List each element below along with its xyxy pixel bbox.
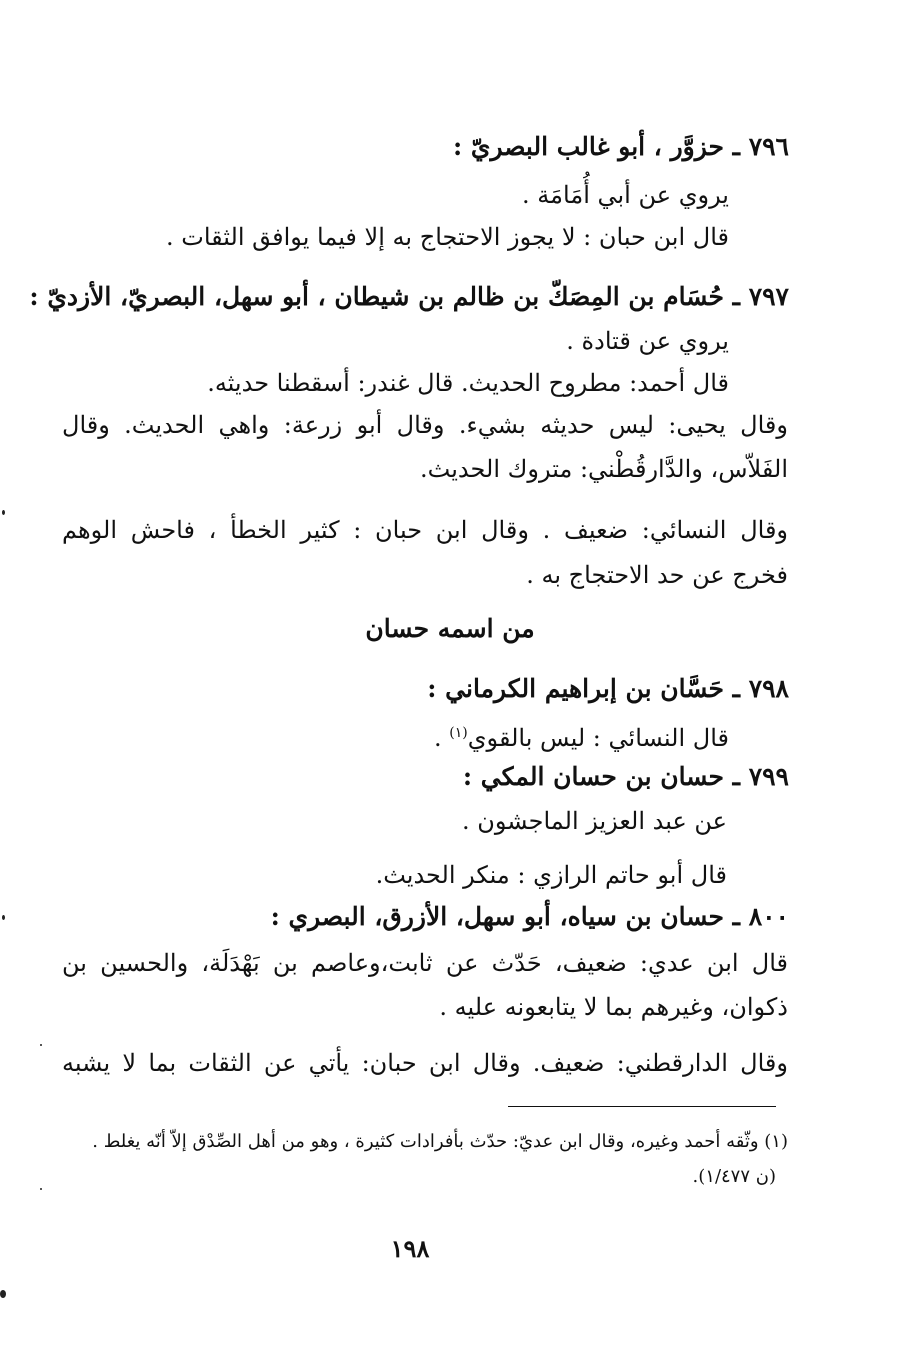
entry-797-line-1: يروي عن قتادة . [566, 327, 729, 355]
entry-796-heading: ٧٩٦ ـ حزوَّر ، أبو غالب البصريّ : [452, 132, 789, 161]
entry-799-line-2: قال أبو حاتم الرازي : منكر الحديث. [375, 861, 727, 889]
section-title: من اسمه حسان [365, 614, 535, 643]
scan-speck [40, 1188, 42, 1190]
entry-800-line-1: قال ابن عدي: ضعيف، حَدّث عن ثابت،وعاصم بن بَهْدَلَة، والحسين بن [62, 949, 788, 977]
entry-797-line-4: الفَلاّس، والدَّارقُطْني: متروك الحديث. [420, 455, 788, 483]
entry-797-line-3: وقال يحيى: ليس حديثه بشيء. وقال أبو زرعة: واهي الحديث. وقال [62, 411, 788, 439]
entry-799-heading: ٧٩٩ ـ حسان بن حسان المكي : [462, 762, 789, 791]
page-number: ١٩٨ [390, 1234, 430, 1263]
scan-speck [40, 1044, 42, 1046]
entry-797-line-2: قال أحمد: مطروح الحديث. قال غندر: أسقطنا حديثه. [207, 369, 729, 397]
footnote-line-1: (١) وثّقه أحمد وغيره، وقال ابن عديّ: حدّث بأفرادات كثيرة ، وهو من أهل الصِّدْق إلاّ أنّه يغلط . [92, 1131, 788, 1152]
entry-798-text: قال النسائي : ليس بالقوي [467, 724, 729, 752]
entry-796-line-1: يروي عن أبي أُمَامَة . [522, 181, 729, 209]
entry-800-heading: ٨٠٠ ـ حسان بن سياه، أبو سهل، الأزرق، البصري : [270, 902, 789, 931]
scan-speck [0, 1290, 6, 1298]
footnote-separator [508, 1106, 776, 1107]
entry-798-heading: ٧٩٨ ـ حَسَّان بن إبراهيم الكرماني : [427, 674, 789, 703]
entry-798-stop: . [434, 724, 450, 752]
entry-797-line-5: وقال النسائي: ضعيف . وقال ابن حبان : كثير الخطأ ، فاحش الوهم [62, 516, 788, 544]
entry-797-heading: ٧٩٧ ـ حُسَام بن المِصَكّ بن ظالم بن شيطان ، أبو سهل، البصريّ، الأزديّ : [29, 282, 789, 311]
entry-797-line-6: فخرج عن حد الاحتجاج به . [526, 561, 788, 589]
scan-speck [2, 915, 5, 920]
entry-796-line-2: قال ابن حبان : لا يجوز الاحتجاج به إلا فيما يوافق الثقات . [165, 223, 729, 251]
entry-799-line-1: عن عبد العزيز الماجشون . [461, 807, 727, 835]
footnote-line-2: (ن ١/٤٧٧). [692, 1166, 776, 1187]
entry-798-line-1 [434, 716, 729, 755]
entry-800-line-3: وقال الدارقطني: ضعيف. وقال ابن حبان: يأتي عن الثقات بما لا يشبه [62, 1049, 788, 1077]
scan-speck [2, 510, 5, 515]
footnote-marker: (١) [449, 725, 468, 741]
entry-800-line-2: ذكوان، وغيرهم بما لا يتابعونه عليه . [439, 993, 788, 1021]
